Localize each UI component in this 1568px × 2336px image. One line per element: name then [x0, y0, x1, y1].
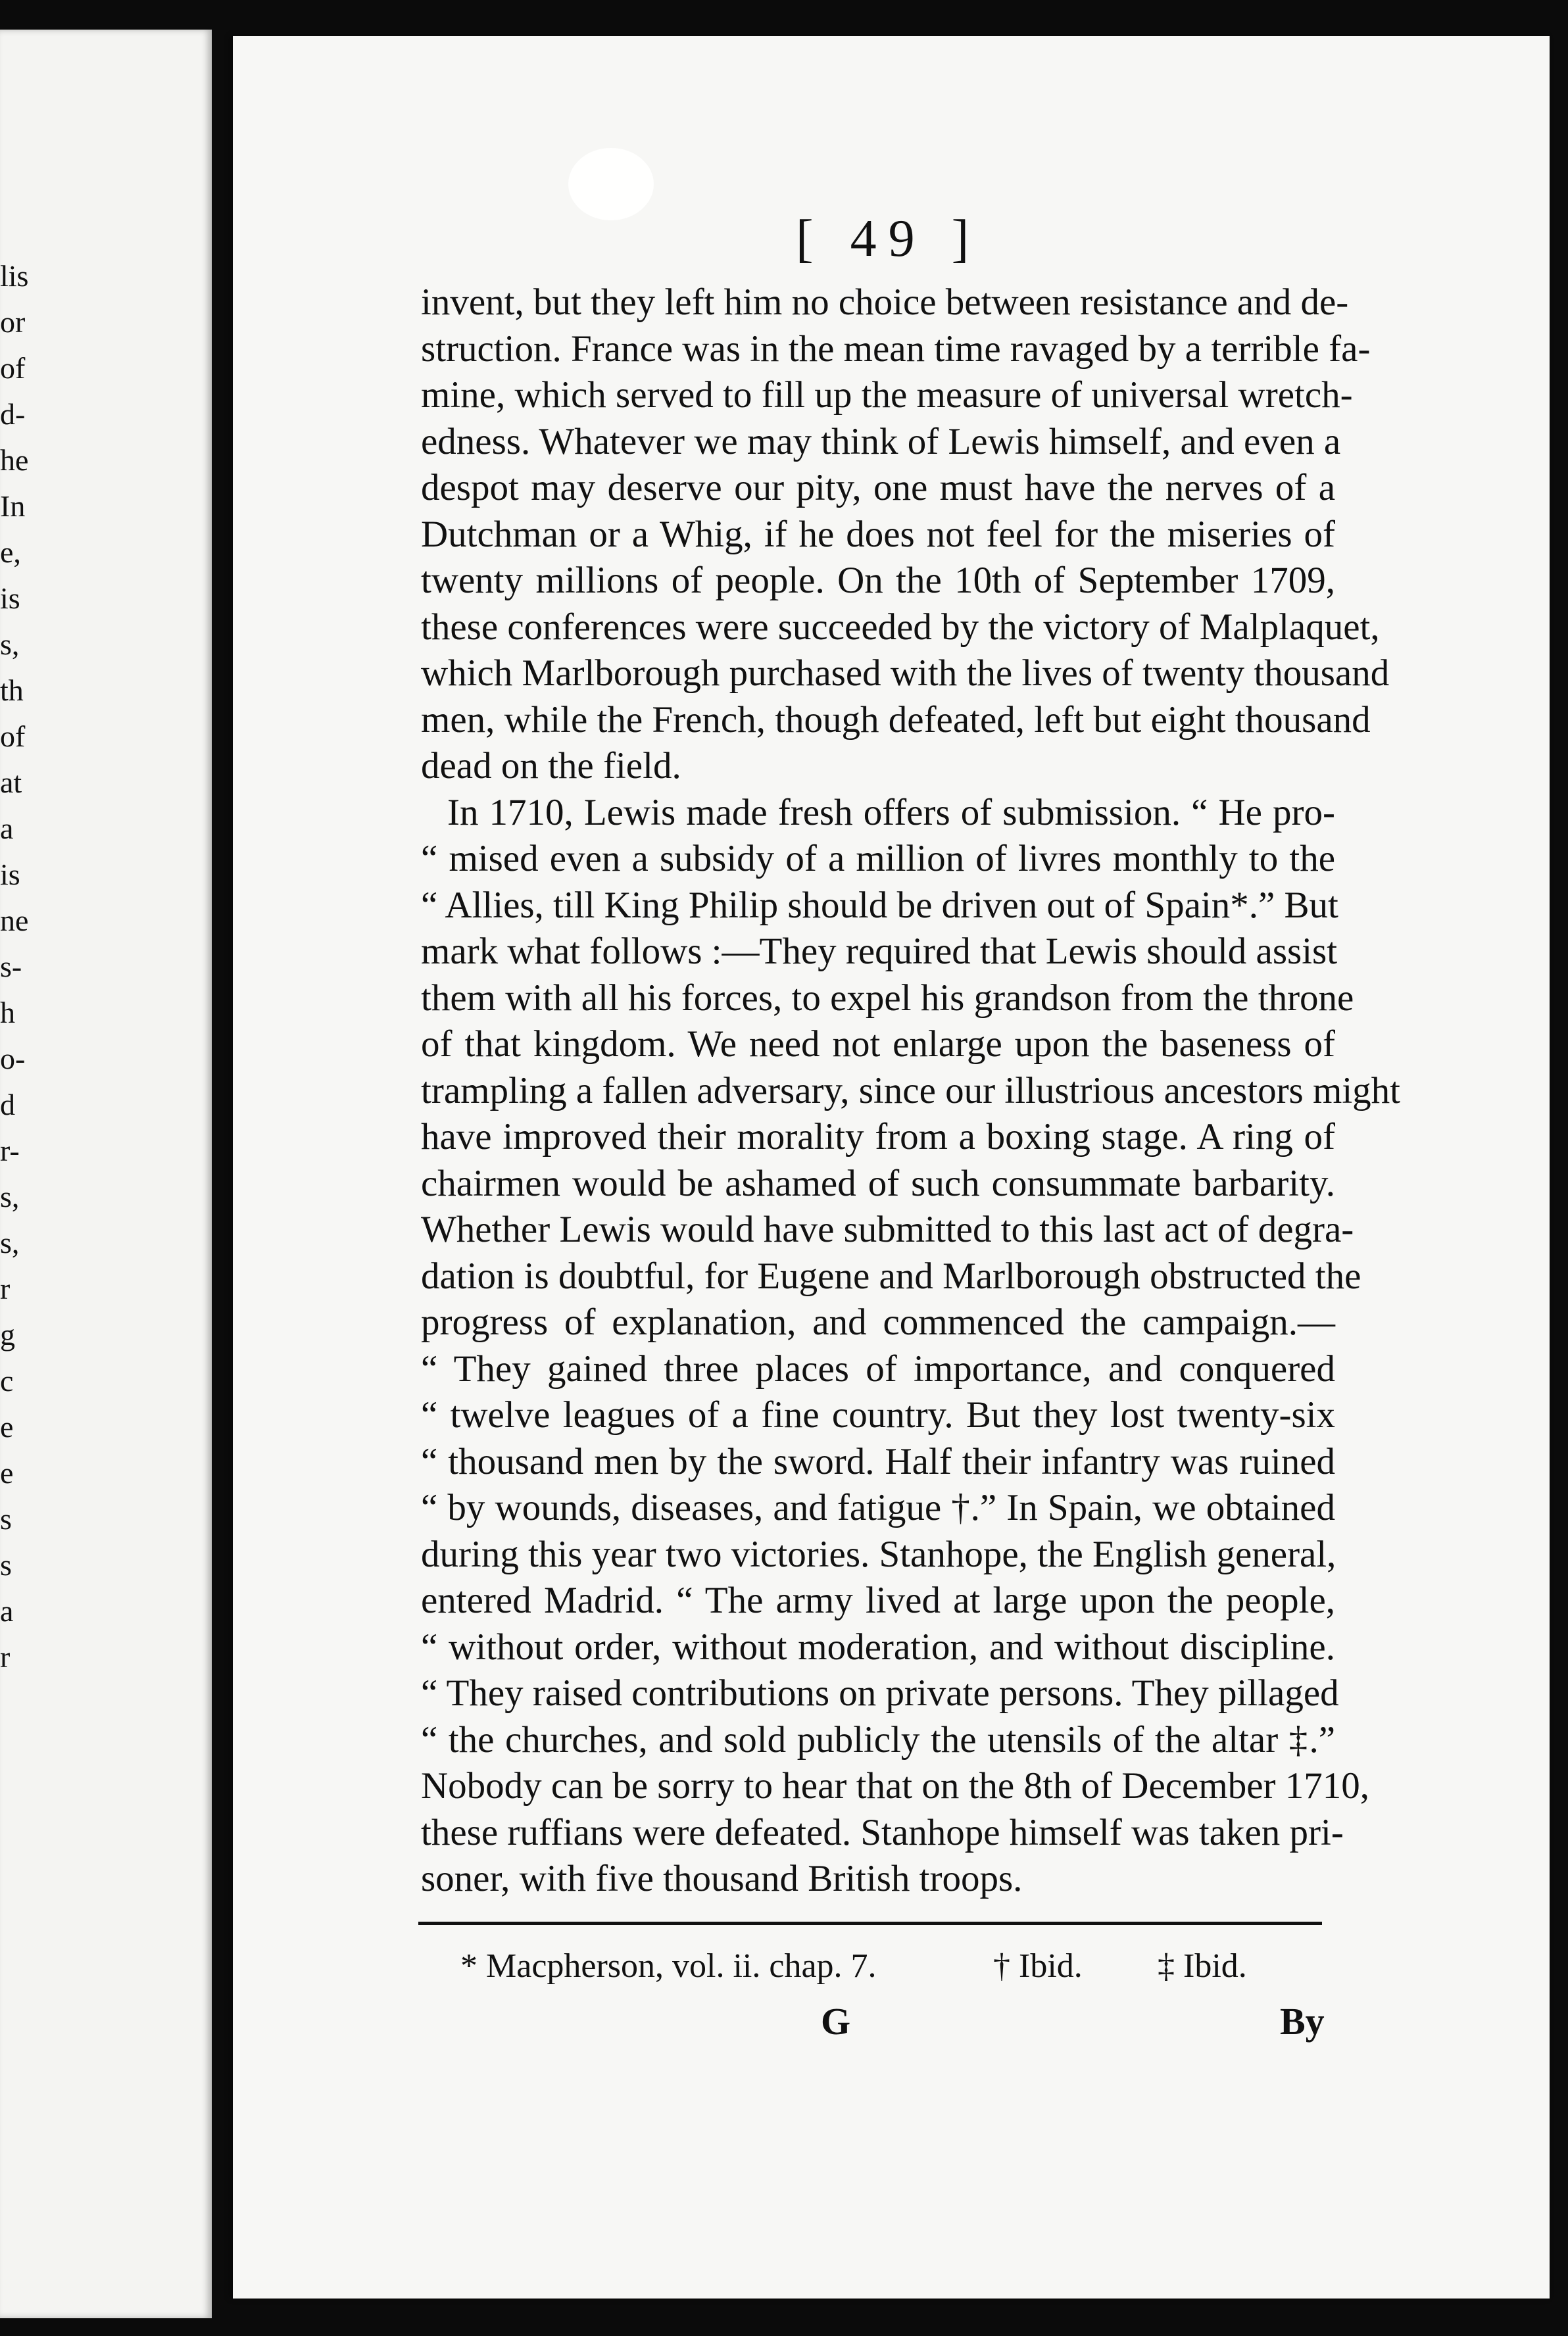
text-line: despot may deserve our pity, one must have the nerves of a	[421, 467, 1335, 508]
edge-fragment: lis	[0, 259, 29, 293]
text-line: entered Madrid. “ The army lived at large upon the people,	[421, 1580, 1335, 1621]
text-line: “ without order, without moderation, and without discipline.	[421, 1626, 1335, 1668]
text-line: chairmen would be ashamed of such consummate barbarity.	[421, 1162, 1335, 1204]
footnotes	[460, 1940, 1329, 1993]
text-line: Nobody can be sorry to hear that on the 8th of December 1710,	[421, 1765, 1369, 1807]
edge-fragment: s-	[0, 950, 22, 983]
signature-mark: G	[821, 2000, 851, 2043]
text-line: mine, which served to fill up the measure of universal wretch-	[421, 374, 1353, 416]
edge-fragment: ne	[0, 904, 29, 937]
text-line: men, while the French, though defeated, left but eight thousand	[421, 698, 1371, 741]
text-line: which Marlborough purchased with the lives of twenty thousand	[421, 652, 1390, 694]
edge-fragment: s,	[0, 627, 20, 661]
edge-fragment: or	[0, 305, 26, 339]
body-text	[421, 280, 1400, 1903]
text-line: In 1710, Lewis made fresh offers of submission. “ He pro-	[447, 791, 1335, 833]
text-line: mark what follows :—They required that Lewis should assist	[421, 931, 1338, 972]
text-line: dead on the field.	[421, 745, 681, 787]
text-line: “ mised even a subsidy of a million of livres monthly to the	[421, 838, 1335, 879]
edge-fragment: h	[0, 996, 15, 1029]
text-line: “ by wounds, diseases, and fatigue †.” In Spain, we obtained	[421, 1487, 1335, 1528]
edge-fragment: e	[0, 1410, 14, 1444]
text-line: trampling a fallen adversary, since our illustrious ancestors might	[421, 1069, 1400, 1111]
text-line: during this year two victories. Stanhope, the English general,	[421, 1533, 1336, 1575]
edge-fragment: of	[0, 351, 26, 385]
text-line: these ruffians were defeated. Stanhope himself was taken pri-	[421, 1811, 1344, 1853]
text-line: soner, with five thousand British troops.	[421, 1858, 1023, 1899]
paper-blemish	[568, 148, 654, 220]
text-line: dation is doubtful, for Eugene and Marlborough obstructed the	[421, 1255, 1361, 1297]
catchword: By	[1280, 2000, 1325, 2043]
text-line: Dutchman or a Whig, if he does not feel for the miseries of	[421, 513, 1335, 555]
edge-fragment: s,	[0, 1226, 20, 1259]
edge-fragment: In	[0, 489, 26, 523]
text-line: Whether Lewis would have submitted to this last act of degra-	[421, 1209, 1354, 1250]
text-line: “ They gained three places of importance, and conquered	[421, 1348, 1335, 1390]
edge-fragment: he	[0, 443, 29, 477]
footnote-ibid-double-dagger: ‡ Ibid.	[1158, 1947, 1247, 1985]
edge-fragment: is	[0, 581, 20, 615]
text-line: “ Allies, till King Philip should be driven out of Spain*.” But	[421, 884, 1338, 926]
text-line: have improved their morality from a boxing stage. A ring of	[421, 1116, 1335, 1157]
edge-fragment: r-	[0, 1134, 20, 1167]
edge-fragment: s	[0, 1502, 12, 1536]
edge-fragment: s	[0, 1548, 12, 1582]
left-facing-page	[0, 30, 212, 2318]
edge-fragment: is	[0, 858, 20, 891]
edge-fragment: a	[0, 1594, 14, 1628]
edge-fragment	[0, 1680, 39, 1726]
edge-fragment: th	[0, 673, 24, 707]
text-line: “ the churches, and sold publicly the utensils of the altar ‡.”	[421, 1718, 1335, 1761]
text-line: “ twelve leagues of a fine country. But they lost twenty-six	[421, 1394, 1335, 1436]
edge-fragment: c	[0, 1364, 14, 1398]
edge-fragment: d-	[0, 397, 26, 431]
footnote-ibid-dagger: † Ibid.	[993, 1947, 1083, 1985]
edge-fragment: a	[0, 812, 14, 845]
footnote-macpherson: * Macpherson, vol. ii. chap. 7.	[460, 1947, 877, 1985]
left-page-text-fragments	[0, 253, 39, 1772]
text-line: them with all his forces, to expel his grandson from the throne	[421, 977, 1354, 1019]
edge-fragment: of	[0, 719, 26, 753]
edge-fragment: o-	[0, 1042, 26, 1075]
edge-fragment: r	[0, 1272, 11, 1305]
edge-fragment: d	[0, 1088, 15, 1121]
edge-fragment: e	[0, 1456, 14, 1490]
edge-fragment: at	[0, 766, 22, 799]
text-line: “ thousand men by the sword. Half their infantry was ruined	[421, 1440, 1335, 1482]
text-line: of that kingdom. We need not enlarge upon the baseness of	[421, 1023, 1335, 1065]
edge-fragment	[0, 1726, 39, 1772]
text-line: progress of explanation, and commenced the campaign.—	[421, 1302, 1335, 1343]
edge-fragment: r	[0, 1640, 11, 1674]
edge-fragment: g	[0, 1318, 15, 1351]
text-line: struction. France was in the mean time ravaged by a terrible fa-	[421, 328, 1371, 370]
text-line: edness. Whatever we may think of Lewis himself, and even a	[421, 420, 1341, 462]
footnote-rule	[418, 1922, 1322, 1925]
text-line: these conferences were succeeded by the victory of Malplaquet,	[421, 606, 1380, 648]
edge-fragment: e,	[0, 535, 21, 569]
text-line: twenty millions of people. On the 10th of September 1709,	[421, 560, 1335, 601]
text-line: invent, but they left him no choice between resistance and de-	[421, 281, 1349, 323]
text-line: “ They raised contributions on private persons. They pillaged	[421, 1672, 1339, 1714]
edge-fragment: s,	[0, 1180, 20, 1213]
page-number: [ 49 ]	[796, 210, 981, 268]
